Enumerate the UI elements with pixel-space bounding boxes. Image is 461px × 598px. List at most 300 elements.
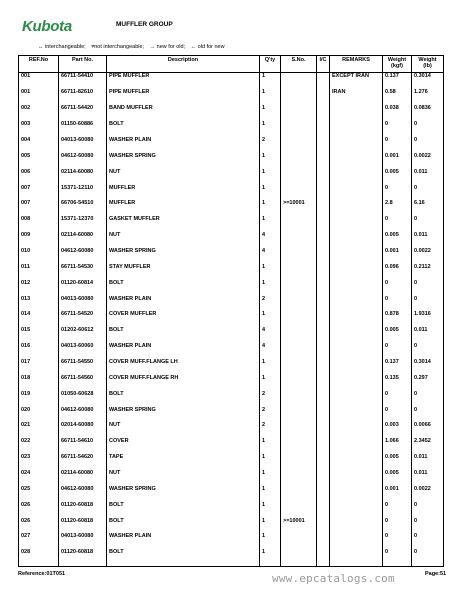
empty-cell <box>317 565 330 566</box>
ref-no-cell: 001 <box>19 73 59 90</box>
table-row <box>19 359 444 375</box>
remarks-cell <box>330 105 383 121</box>
weight-kgf-cell: 0 <box>383 121 412 137</box>
ref-no-cell: 008 <box>19 216 59 232</box>
serial-no-cell <box>281 470 317 486</box>
col-part-no: Part No. <box>59 56 107 73</box>
remarks-cell <box>330 470 383 486</box>
ref-no-cell: 026 <box>19 502 59 518</box>
empty-cell <box>383 565 412 566</box>
serial-no-cell <box>281 438 317 454</box>
table-row <box>19 200 444 216</box>
weight-kgf-cell: 0.038 <box>383 105 412 121</box>
serial-no-cell <box>281 343 317 359</box>
ic-cell <box>317 89 330 105</box>
remarks-cell <box>330 407 383 423</box>
qty-cell: 4 <box>260 327 281 343</box>
empty-cell <box>107 565 260 566</box>
group-title: MUFFLER GROUP <box>116 21 173 28</box>
weight-kgf-cell: 0.135 <box>383 375 412 391</box>
description-cell: NUT <box>107 169 260 185</box>
ref-no-cell: 027 <box>19 533 59 549</box>
description-cell: COVER MUFFLER <box>107 311 260 327</box>
qty-cell: 1 <box>260 73 281 90</box>
qty-cell: 1 <box>260 549 281 565</box>
part-no-cell: 15371-12110 <box>59 185 107 201</box>
part-no-cell: 02114-60080 <box>59 470 107 486</box>
serial-no-cell <box>281 359 317 375</box>
weight-kgf-cell: 0.005 <box>383 470 412 486</box>
remarks-cell <box>330 280 383 296</box>
description-cell: WASHER SPRING <box>107 153 260 169</box>
qty-cell: 2 <box>260 407 281 423</box>
qty-cell: 1 <box>260 89 281 105</box>
weight-lb-cell: 0.3014 <box>412 73 444 90</box>
legend-not-interchangeable: ≠not interchangeable; <box>91 44 145 50</box>
remarks-cell <box>330 169 383 185</box>
serial-no-cell <box>281 248 317 264</box>
ref-no-cell: 028 <box>19 549 59 565</box>
description-cell: WASHER PLAIN <box>107 343 260 359</box>
ref-no-cell: 010 <box>19 248 59 264</box>
qty-cell: 2 <box>260 296 281 312</box>
weight-lb-cell: 0.011 <box>412 327 444 343</box>
description-cell: PIPE MUFFLER <box>107 89 260 105</box>
table-row <box>19 549 444 565</box>
reference-number: Reference:01T051 <box>18 571 66 577</box>
description-cell: MUFFLER <box>107 185 260 201</box>
ic-cell <box>317 486 330 502</box>
ref-no-cell: 004 <box>19 137 59 153</box>
ref-no-cell: 005 <box>19 153 59 169</box>
ic-cell <box>317 121 330 137</box>
remarks-cell <box>330 248 383 264</box>
remarks-cell <box>330 311 383 327</box>
table-row <box>19 169 444 185</box>
table-row <box>19 486 444 502</box>
serial-no-cell <box>281 296 317 312</box>
remarks-cell <box>330 454 383 470</box>
qty-cell: 2 <box>260 137 281 153</box>
ref-no-cell: 013 <box>19 296 59 312</box>
part-no-cell: 04612-60080 <box>59 248 107 264</box>
weight-kgf-cell: 0 <box>383 533 412 549</box>
remarks-cell <box>330 438 383 454</box>
qty-cell: 1 <box>260 311 281 327</box>
serial-no-cell <box>281 486 317 502</box>
ref-no-cell: 024 <box>19 470 59 486</box>
qty-cell: 1 <box>260 216 281 232</box>
remarks-cell <box>330 327 383 343</box>
table-row <box>19 153 444 169</box>
ic-cell <box>317 311 330 327</box>
ic-cell <box>317 216 330 232</box>
table-row <box>19 470 444 486</box>
ic-cell <box>317 407 330 423</box>
ref-no-cell: 026 <box>19 518 59 534</box>
legend-new-for-old: → new for old; <box>149 44 186 50</box>
part-no-cell: 01120-60814 <box>59 280 107 296</box>
remarks-cell <box>330 137 383 153</box>
table-row <box>19 454 444 470</box>
qty-cell: 1 <box>260 264 281 280</box>
remarks-cell <box>330 375 383 391</box>
weight-lb-cell: 0.297 <box>412 375 444 391</box>
part-no-cell: 04612-60080 <box>59 486 107 502</box>
weight-lb-cell: 0 <box>412 533 444 549</box>
weight-lb-cell: 0.0022 <box>412 486 444 502</box>
serial-no-cell: >=10001 <box>281 200 317 216</box>
weight-kgf-cell: 0.58 <box>383 89 412 105</box>
part-no-cell: 04612-60080 <box>59 153 107 169</box>
ic-cell <box>317 73 330 90</box>
ic-cell <box>317 391 330 407</box>
remarks-cell <box>330 121 383 137</box>
weight-lb-cell: 0.0836 <box>412 105 444 121</box>
part-no-cell: 02114-60080 <box>59 169 107 185</box>
description-cell: COVER <box>107 438 260 454</box>
table-row <box>19 375 444 391</box>
part-no-cell: 66711-54560 <box>59 375 107 391</box>
kubota-logo: Kubota <box>22 18 72 35</box>
ic-cell <box>317 327 330 343</box>
serial-no-cell <box>281 89 317 105</box>
remarks-cell <box>330 422 383 438</box>
description-cell: NUT <box>107 470 260 486</box>
table-row <box>19 105 444 121</box>
part-no-cell: 66711-82610 <box>59 89 107 105</box>
ic-cell <box>317 422 330 438</box>
qty-cell: 1 <box>260 486 281 502</box>
description-cell: WASHER PLAIN <box>107 533 260 549</box>
col-weight-kgf: Weight (kgf) <box>383 56 412 73</box>
description-cell: BOLT <box>107 549 260 565</box>
serial-no-cell <box>281 216 317 232</box>
table-row <box>19 296 444 312</box>
ref-no-cell: 007 <box>19 200 59 216</box>
qty-cell: 1 <box>260 454 281 470</box>
table-row <box>19 311 444 327</box>
serial-no-cell <box>281 407 317 423</box>
table-row <box>19 407 444 423</box>
weight-lb-cell: 0 <box>412 391 444 407</box>
ic-cell <box>317 280 330 296</box>
weight-kgf-cell: 0 <box>383 518 412 534</box>
description-cell: MUFFLER <box>107 200 260 216</box>
ic-cell <box>317 169 330 185</box>
serial-no-cell: >=10001 <box>281 518 317 534</box>
qty-cell: 1 <box>260 105 281 121</box>
table-row <box>19 185 444 201</box>
weight-lb-cell: 0 <box>412 185 444 201</box>
table-row <box>19 89 444 105</box>
ic-cell <box>317 137 330 153</box>
ref-no-cell: 003 <box>19 121 59 137</box>
weight-kgf-cell: 0.001 <box>383 486 412 502</box>
col-remarks: REMARKS <box>330 56 383 73</box>
ic-cell <box>317 264 330 280</box>
col-qty: Q'ty <box>260 56 281 73</box>
serial-no-cell <box>281 153 317 169</box>
remarks-cell <box>330 200 383 216</box>
weight-kgf-cell: 0 <box>383 185 412 201</box>
weight-kgf-cell: 0 <box>383 343 412 359</box>
qty-cell: 2 <box>260 391 281 407</box>
part-no-cell: 66706-54510 <box>59 200 107 216</box>
weight-lb-cell: 0 <box>412 549 444 565</box>
description-cell: STAY MUFFLER <box>107 264 260 280</box>
ic-cell <box>317 375 330 391</box>
interchange-legend <box>38 44 229 50</box>
ref-no-cell: 001 <box>19 89 59 105</box>
description-cell: COVER MUFF.FLANGE RH <box>107 375 260 391</box>
watermark: www.epcatalogs.com <box>272 572 395 585</box>
description-cell: BOLT <box>107 502 260 518</box>
remarks-cell <box>330 518 383 534</box>
part-no-cell: 66711-54620 <box>59 454 107 470</box>
serial-no-cell <box>281 549 317 565</box>
ref-no-cell: 012 <box>19 280 59 296</box>
description-cell: BOLT <box>107 280 260 296</box>
part-no-cell: 66711-54420 <box>59 105 107 121</box>
serial-no-cell <box>281 375 317 391</box>
weight-kgf-cell: 0.137 <box>383 359 412 375</box>
remarks-cell <box>330 264 383 280</box>
ic-cell <box>317 454 330 470</box>
col-ref-no: REF.No <box>19 56 59 73</box>
table-row <box>19 232 444 248</box>
part-no-cell: 04013-60060 <box>59 343 107 359</box>
serial-no-cell <box>281 327 317 343</box>
serial-no-cell <box>281 264 317 280</box>
weight-lb-cell: 0.3014 <box>412 359 444 375</box>
weight-kgf-cell: 0 <box>383 407 412 423</box>
weight-kgf-cell: 0.005 <box>383 454 412 470</box>
ref-no-cell: 006 <box>19 169 59 185</box>
remarks-cell <box>330 153 383 169</box>
empty-cell <box>281 565 317 566</box>
part-no-cell: 01202-60612 <box>59 327 107 343</box>
weight-lb-cell: 0 <box>412 280 444 296</box>
table-row <box>19 438 444 454</box>
serial-no-cell <box>281 502 317 518</box>
qty-cell: 1 <box>260 153 281 169</box>
qty-cell: 1 <box>260 169 281 185</box>
weight-kgf-cell: 2.8 <box>383 200 412 216</box>
table-row <box>19 518 444 534</box>
ic-cell <box>317 343 330 359</box>
ic-cell <box>317 549 330 565</box>
description-cell: WASHER SPRING <box>107 248 260 264</box>
serial-no-cell <box>281 280 317 296</box>
description-cell: WASHER PLAIN <box>107 296 260 312</box>
ic-cell <box>317 248 330 264</box>
table-row <box>19 216 444 232</box>
part-no-cell: 01120-60818 <box>59 518 107 534</box>
part-no-cell: 66711-54550 <box>59 359 107 375</box>
weight-lb-cell: 0.011 <box>412 454 444 470</box>
weight-lb-cell: 0.2112 <box>412 264 444 280</box>
ref-no-cell: 015 <box>19 327 59 343</box>
description-cell: NUT <box>107 232 260 248</box>
ref-no-cell: 009 <box>19 232 59 248</box>
part-no-cell: 04612-60080 <box>59 407 107 423</box>
weight-lb-cell: 0 <box>412 216 444 232</box>
ref-no-cell: 002 <box>19 105 59 121</box>
ref-no-cell: 007 <box>19 185 59 201</box>
part-no-cell: 04013-60080 <box>59 137 107 153</box>
weight-lb-cell: 0.0022 <box>412 248 444 264</box>
weight-lb-cell: 1.9316 <box>412 311 444 327</box>
weight-kgf-cell: 0.001 <box>383 248 412 264</box>
description-cell: NUT <box>107 422 260 438</box>
ic-cell <box>317 296 330 312</box>
description-cell: BAND MUFFLER <box>107 105 260 121</box>
qty-cell: 1 <box>260 533 281 549</box>
ref-no-cell: 022 <box>19 438 59 454</box>
page-number: Page:51 <box>425 571 447 577</box>
serial-no-cell <box>281 73 317 90</box>
remarks-cell <box>330 549 383 565</box>
weight-kgf-cell: 0 <box>383 216 412 232</box>
remarks-cell <box>330 502 383 518</box>
page-header <box>22 18 442 36</box>
weight-kgf-cell: 0 <box>383 391 412 407</box>
table-header-row <box>19 56 444 73</box>
empty-cell <box>59 565 107 566</box>
part-no-cell: 01050-60628 <box>59 391 107 407</box>
weight-kgf-cell: 0.096 <box>383 264 412 280</box>
serial-no-cell <box>281 232 317 248</box>
weight-kgf-cell: 0 <box>383 502 412 518</box>
table-row <box>19 121 444 137</box>
qty-cell: 1 <box>260 185 281 201</box>
weight-lb-cell: 0.011 <box>412 169 444 185</box>
col-serial-no: S.No. <box>281 56 317 73</box>
ic-cell <box>317 502 330 518</box>
serial-no-cell <box>281 137 317 153</box>
table-filler-row <box>19 565 444 566</box>
qty-cell: 1 <box>260 470 281 486</box>
part-no-cell: 04013-60080 <box>59 533 107 549</box>
part-no-cell: 02014-60080 <box>59 422 107 438</box>
serial-no-cell <box>281 121 317 137</box>
weight-lb-cell: 0.0066 <box>412 422 444 438</box>
qty-cell: 4 <box>260 248 281 264</box>
part-no-cell: 66711-54520 <box>59 311 107 327</box>
qty-cell: 1 <box>260 438 281 454</box>
col-weight-lb: Weight (lb) <box>412 56 444 73</box>
remarks-cell <box>330 185 383 201</box>
description-cell: BOLT <box>107 327 260 343</box>
remarks-cell <box>330 486 383 502</box>
table-row <box>19 73 444 90</box>
weight-kgf-cell: 0 <box>383 137 412 153</box>
remarks-cell <box>330 296 383 312</box>
empty-cell <box>260 565 281 566</box>
table-row <box>19 264 444 280</box>
qty-cell: 2 <box>260 422 281 438</box>
ref-no-cell: 016 <box>19 343 59 359</box>
ic-cell <box>317 185 330 201</box>
weight-kgf-cell: 0 <box>383 296 412 312</box>
ic-cell <box>317 518 330 534</box>
ic-cell <box>317 232 330 248</box>
part-no-cell: 66711-54410 <box>59 73 107 90</box>
ref-no-cell: 017 <box>19 359 59 375</box>
part-no-cell: 02114-60080 <box>59 232 107 248</box>
weight-lb-cell: 1.276 <box>412 89 444 105</box>
description-cell: TAPE <box>107 454 260 470</box>
part-no-cell: 15371-12370 <box>59 216 107 232</box>
qty-cell: 1 <box>260 375 281 391</box>
description-cell: BOLT <box>107 391 260 407</box>
qty-cell: 1 <box>260 121 281 137</box>
ref-no-cell: 020 <box>19 407 59 423</box>
part-no-cell: 04013-60080 <box>59 296 107 312</box>
legend-interchangeable: ↔ interchangeable; <box>38 44 86 50</box>
table-row <box>19 502 444 518</box>
ic-cell <box>317 200 330 216</box>
weight-lb-cell: 0 <box>412 343 444 359</box>
weight-lb-cell: 0 <box>412 121 444 137</box>
remarks-cell <box>330 533 383 549</box>
ref-no-cell: 025 <box>19 486 59 502</box>
table-row <box>19 533 444 549</box>
description-cell: WASHER SPRING <box>107 407 260 423</box>
weight-kgf-cell: 0.137 <box>383 73 412 90</box>
empty-cell <box>19 565 59 566</box>
ref-no-cell: 019 <box>19 391 59 407</box>
weight-lb-cell: 6.16 <box>412 200 444 216</box>
weight-lb-cell: 0 <box>412 137 444 153</box>
weight-lb-cell: 0.011 <box>412 232 444 248</box>
remarks-cell <box>330 343 383 359</box>
part-no-cell: 66711-54530 <box>59 264 107 280</box>
serial-no-cell <box>281 105 317 121</box>
table-row <box>19 280 444 296</box>
weight-lb-cell: 0 <box>412 407 444 423</box>
table-row <box>19 343 444 359</box>
qty-cell: 1 <box>260 200 281 216</box>
remarks-cell <box>330 232 383 248</box>
remarks-cell <box>330 359 383 375</box>
serial-no-cell <box>281 391 317 407</box>
part-no-cell: 01150-60886 <box>59 121 107 137</box>
table-row <box>19 422 444 438</box>
remarks-cell <box>330 216 383 232</box>
weight-kgf-cell: 0.001 <box>383 153 412 169</box>
description-cell: COVER MUFF.FLANGE LH <box>107 359 260 375</box>
empty-cell <box>412 565 444 566</box>
ic-cell <box>317 105 330 121</box>
weight-kgf-cell: 0.003 <box>383 422 412 438</box>
serial-no-cell <box>281 422 317 438</box>
ref-no-cell: 014 <box>19 311 59 327</box>
description-cell: GASKET MUFFLER <box>107 216 260 232</box>
serial-no-cell <box>281 169 317 185</box>
qty-cell: 1 <box>260 359 281 375</box>
qty-cell: 4 <box>260 232 281 248</box>
weight-kgf-cell: 1.066 <box>383 438 412 454</box>
ic-cell <box>317 470 330 486</box>
description-cell: WASHER PLAIN <box>107 137 260 153</box>
description-cell: PIPE MUFFLER <box>107 73 260 90</box>
remarks-cell <box>330 391 383 407</box>
ic-cell <box>317 533 330 549</box>
table-row <box>19 248 444 264</box>
serial-no-cell <box>281 533 317 549</box>
